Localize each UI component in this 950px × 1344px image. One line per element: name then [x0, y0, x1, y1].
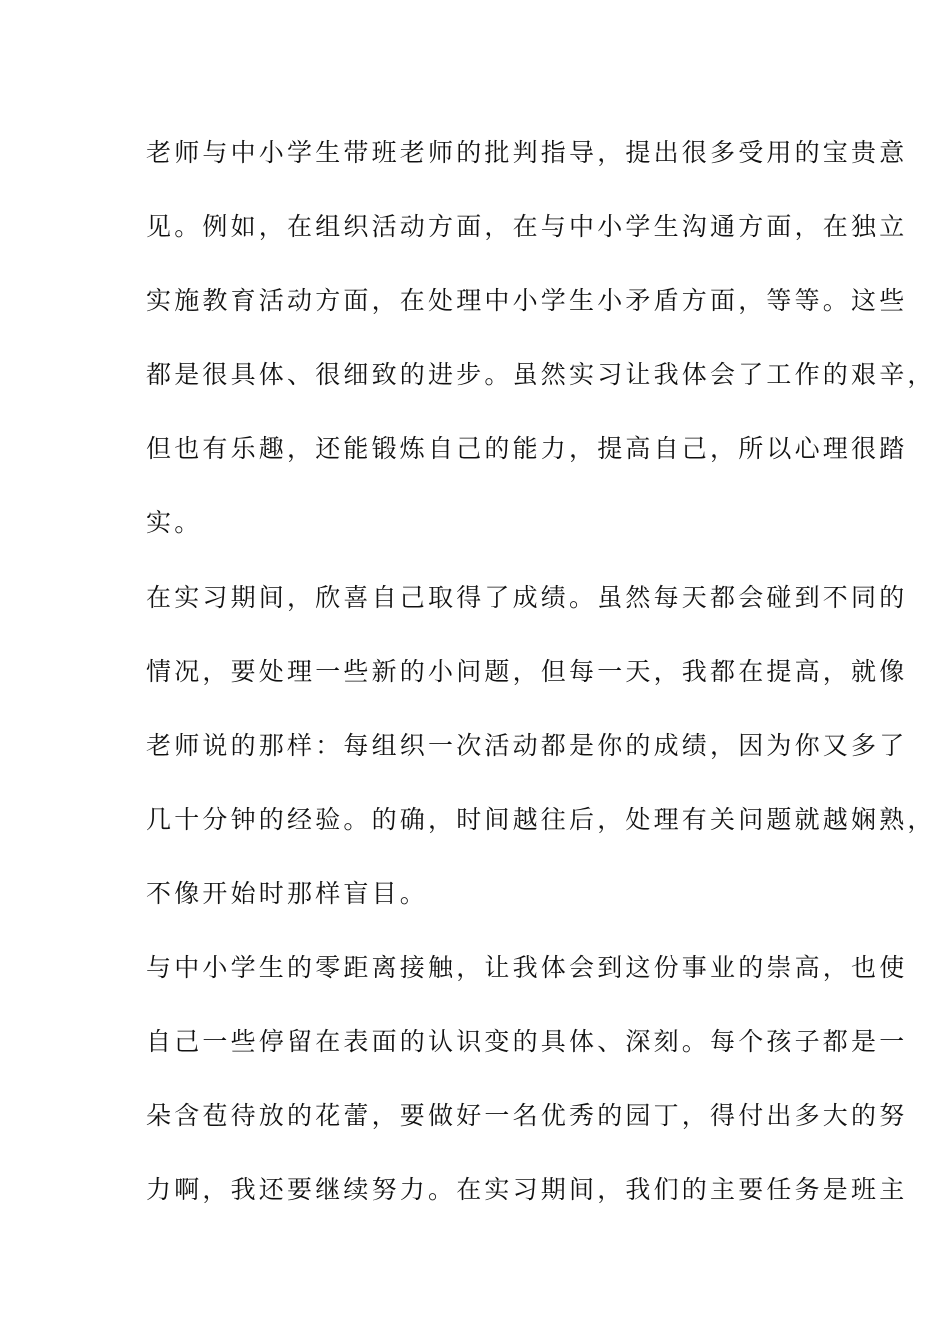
- text-line: 都是很具体、很细致的进步。虽然实习让我体会了工作的艰辛，: [146, 360, 936, 389]
- text-line: 实。: [146, 508, 203, 537]
- text-line: 与中小学生的零距离接触，让我体会到这份事业的崇高，也使: [146, 953, 908, 982]
- text-line: 情况，要处理一些新的小问题，但每一天，我都在提高，就像: [146, 657, 908, 686]
- text-line: 老师说的那样：每组织一次活动都是你的成绩，因为你又多了: [146, 731, 908, 760]
- text-line: 自己一些停留在表面的认识变的具体、深刻。每个孩子都是一: [146, 1027, 908, 1056]
- text-line: 但也有乐趣，还能锻炼自己的能力，提高自己，所以心理很踏: [146, 434, 908, 463]
- text-line: 朵含苞待放的花蕾，要做好一名优秀的园丁，得付出多大的努: [146, 1101, 908, 1130]
- text-line: 几十分钟的经验。的确，时间越往后，处理有关问题就越娴熟，: [146, 805, 936, 834]
- text-line: 不像开始时那样盲目。: [146, 879, 429, 908]
- text-line: 老师与中小学生带班老师的批判指导，提出很多受用的宝贵意: [146, 138, 908, 167]
- text-line: 见。例如，在组织活动方面，在与中小学生沟通方面，在独立: [146, 212, 908, 241]
- text-line: 力啊，我还要继续努力。在实习期间，我们的主要任务是班主: [146, 1175, 908, 1204]
- text-line: 实施教育活动方面，在处理中小学生小矛盾方面，等等。这些: [146, 286, 908, 315]
- text-line: 在实习期间，欣喜自己取得了成绩。虽然每天都会碰到不同的: [146, 583, 908, 612]
